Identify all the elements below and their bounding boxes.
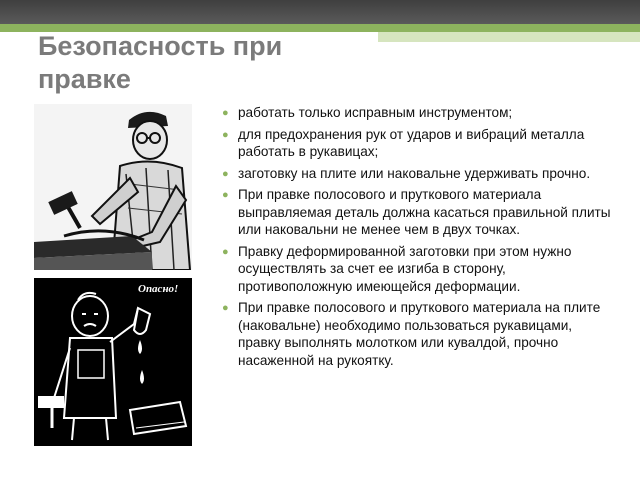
warning-sign-text: Опасно! [138,283,179,295]
bullet-text: заготовку на плите или наковальне удерживать прочно. [238,165,591,181]
danger-illustration-svg [34,278,192,446]
worker-straightening-illustration [34,104,192,270]
danger-warning-illustration [34,278,192,446]
bullet-text: Правку деформированной заготовки при этом нужно осуществлять за счет ее изгиба в сторону, противоположную имеющейся деформации. [238,243,572,294]
bullet-dot-icon: ● [222,189,229,201]
bullet-item [222,186,612,239]
bullet-item [222,104,612,122]
bullet-dot-icon: ● [222,107,229,119]
worker-illustration-svg [34,104,192,270]
bullet-item [222,299,612,369]
bullet-dot-icon: ● [222,245,229,258]
bullet-item [222,243,612,296]
bullet-text: работать только исправным инструментом; [238,105,513,120]
bullet-dot-icon: ● [222,302,229,314]
title-accent-strip [378,32,640,42]
bullet-list [222,104,612,373]
bullet-dot-icon: ● [222,167,229,180]
bullet-dot-icon: ● [222,128,229,141]
slide-title: Безопасность при правке [38,31,283,94]
bullet-item [222,126,612,161]
bullet-text: для предохранения рук от ударов и вибраций металла работать в рукавицах; [238,126,585,159]
top-bar [0,0,640,24]
bullet-item [222,165,612,183]
bullet-text: При правке полосового и пруткового материала выправляемая деталь должна касаться правильной плиты или наковальни не менее чем в двух точках. [238,187,611,237]
bullet-text: При правке полосового и пруткового материала на плите (наковальне) необходимо пользоваться рукавицами, правку выполнять молотком или кувалдой, прочно насаженной на рукоятку. [238,300,601,368]
